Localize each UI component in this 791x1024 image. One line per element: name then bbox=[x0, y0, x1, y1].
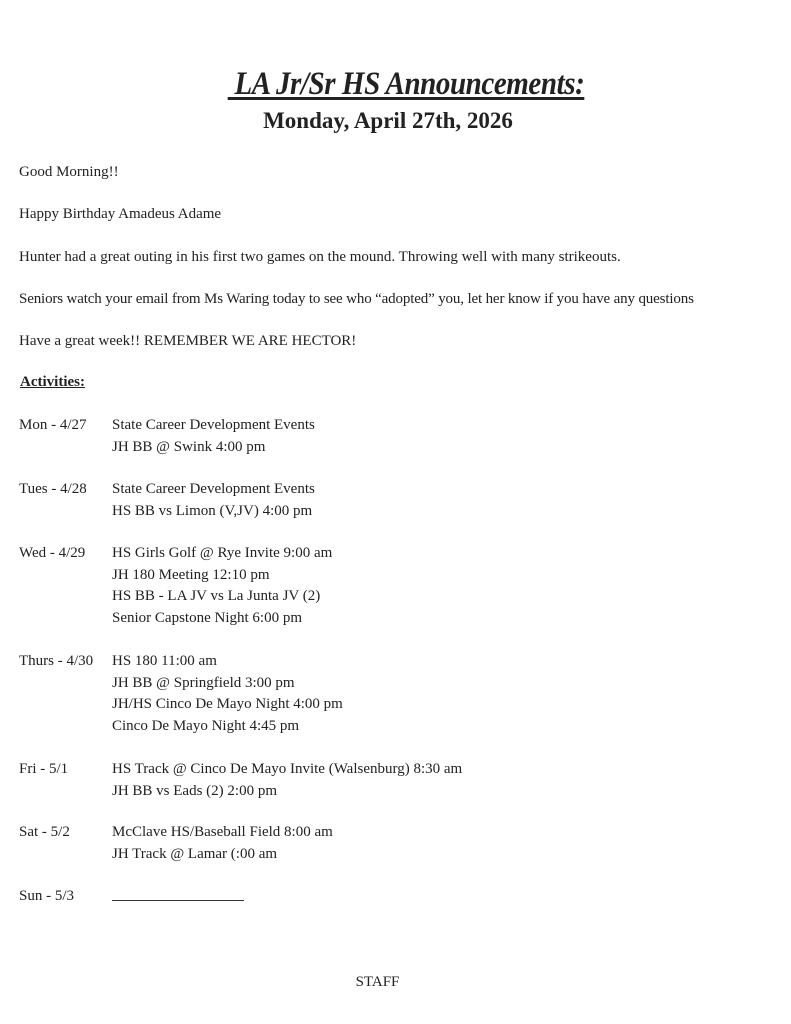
event-item: HS BB - LA JV vs La Junta JV (2) bbox=[112, 588, 321, 604]
event-item: State Career Development Events bbox=[112, 417, 315, 433]
day-label: Sun - 5/3 bbox=[19, 888, 75, 904]
event-item: HS Track @ Cinco De Mayo Invite (Walsenburg) 8:30 am bbox=[112, 761, 463, 777]
activities-heading: Activities: bbox=[20, 374, 85, 390]
greeting: Good Morning!! bbox=[19, 164, 119, 180]
day-label: Thurs - 4/30 bbox=[19, 653, 94, 669]
day-label: Sat - 5/2 bbox=[19, 824, 70, 840]
event-item: JH BB vs Eads (2) 2:00 pm bbox=[112, 782, 277, 799]
event-item: HS BB vs Limon (V,JV) 4:00 pm bbox=[112, 502, 313, 519]
event-item: JH BB @ Swink 4:00 pm bbox=[112, 438, 266, 455]
event-item: JH 180 Meeting 12:10 pm bbox=[112, 566, 270, 583]
signature: STAFF bbox=[355, 974, 400, 990]
event-item: HS Girls Golf @ Rye Invite 9:00 am bbox=[112, 545, 333, 561]
event-item: Cinco De Mayo Night 4:45 pm bbox=[112, 717, 300, 734]
event-item: State Career Development Events bbox=[112, 481, 315, 497]
blank-line bbox=[112, 886, 244, 901]
sports-announcement: Hunter had a great outing in his first two games on the mound. Throwing well with many strikeouts. bbox=[19, 249, 621, 265]
event-item: JH Track @ Lamar (:00 am bbox=[112, 845, 278, 862]
event-item: Senior Capstone Night 6:00 pm bbox=[112, 609, 302, 626]
day-label: Wed - 4/29 bbox=[19, 545, 86, 561]
birthday-announcement: Happy Birthday Amadeus Adame bbox=[19, 206, 222, 222]
event-item: JH/HS Cinco De Mayo Night 4:00 pm bbox=[112, 696, 343, 712]
day-label: Fri - 5/1 bbox=[19, 761, 69, 777]
event-item: HS 180 11:00 am bbox=[112, 653, 217, 669]
event-item: McClave HS/Baseball Field 8:00 am bbox=[112, 824, 333, 840]
seniors-announcement: Seniors watch your email from Ms Waring today to see who “adopted” you, let her know if you have any questions bbox=[19, 291, 694, 307]
event-item: JH BB @ Springfield 3:00 pm bbox=[112, 674, 295, 691]
page-title: LA Jr/Sr HS Announcements: bbox=[227, 66, 585, 102]
closing-announcement: Have a great week!! REMEMBER WE ARE HECTOR! bbox=[19, 333, 357, 349]
date-heading: Monday, April 27th, 2026 bbox=[263, 108, 513, 133]
day-label: Mon - 4/27 bbox=[19, 417, 87, 433]
day-label: Tues - 4/28 bbox=[19, 481, 87, 497]
